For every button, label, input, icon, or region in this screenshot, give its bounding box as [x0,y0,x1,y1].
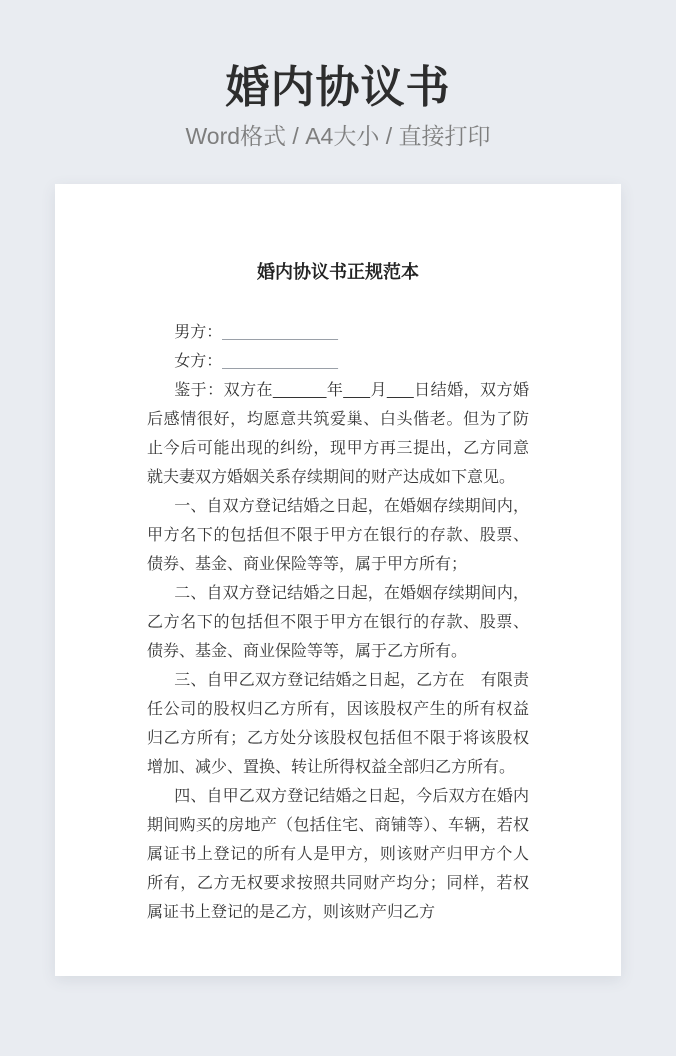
document-preview-page [55,184,621,976]
document-paragraph-clause-1: 一、自双方登记结婚之日起，在婚姻存续期间内，甲方名下的包括但不限于甲方在银行的存款、股票、债券、基金、商业保险等等，属于甲方所有； [147,497,529,573]
document-paragraph-clause-4: 四、自甲乙双方登记结婚之日起，今后双方在婚内期间购买的房地产（包括住宅、商铺等）、车辆，若权属证书上登记的所有人是甲方，则该财产归甲方个人所有，乙方无权要求按照共同财产均分；同样，若权属证书上登记的是乙方，则该财产归乙方 [147,787,529,921]
page-subtitle: Word格式 / A4大小 / 直接打印 [185,123,491,150]
party-label-male: 男方： [174,323,223,341]
party-label-female: 女方： [174,352,223,370]
page-title: 婚内协议书 [225,63,451,112]
party-line-female [147,347,529,376]
party-blank-female: _____________ [222,352,338,370]
document-paragraph-clause-2: 二、自双方登记结婚之日起，在婚姻存续期间内，乙方名下的包括但不限于甲方在银行的存款、股票、债券、基金、商业保险等等，属于乙方所有。 [147,584,529,660]
header [0,0,676,151]
document-title: 婚内协议书正规范本 [257,261,419,282]
document-body [147,318,529,927]
party-blank-male: _____________ [222,323,338,341]
party-line-male [147,318,529,347]
document-paragraph-preamble: 鉴于：双方在______年___月___日结婚，双方婚后感情很好，均愿意共筑爱巢、白头偕老。但为了防止今后可能出现的纠纷，现甲方再三提出，乙方同意就夫妻双方婚姻关系存续期间的财产达成如下意见。 [147,381,529,486]
document-paragraph-clause-3: 三、自甲乙双方登记结婚之日起，乙方在 有限责任公司的股权归乙方所有，因该股权产生的所有权益归乙方所有；乙方处分该股权包括但不限于将该股权增加、减少、置换、转让所得权益全部归乙方所有。 [147,671,529,776]
